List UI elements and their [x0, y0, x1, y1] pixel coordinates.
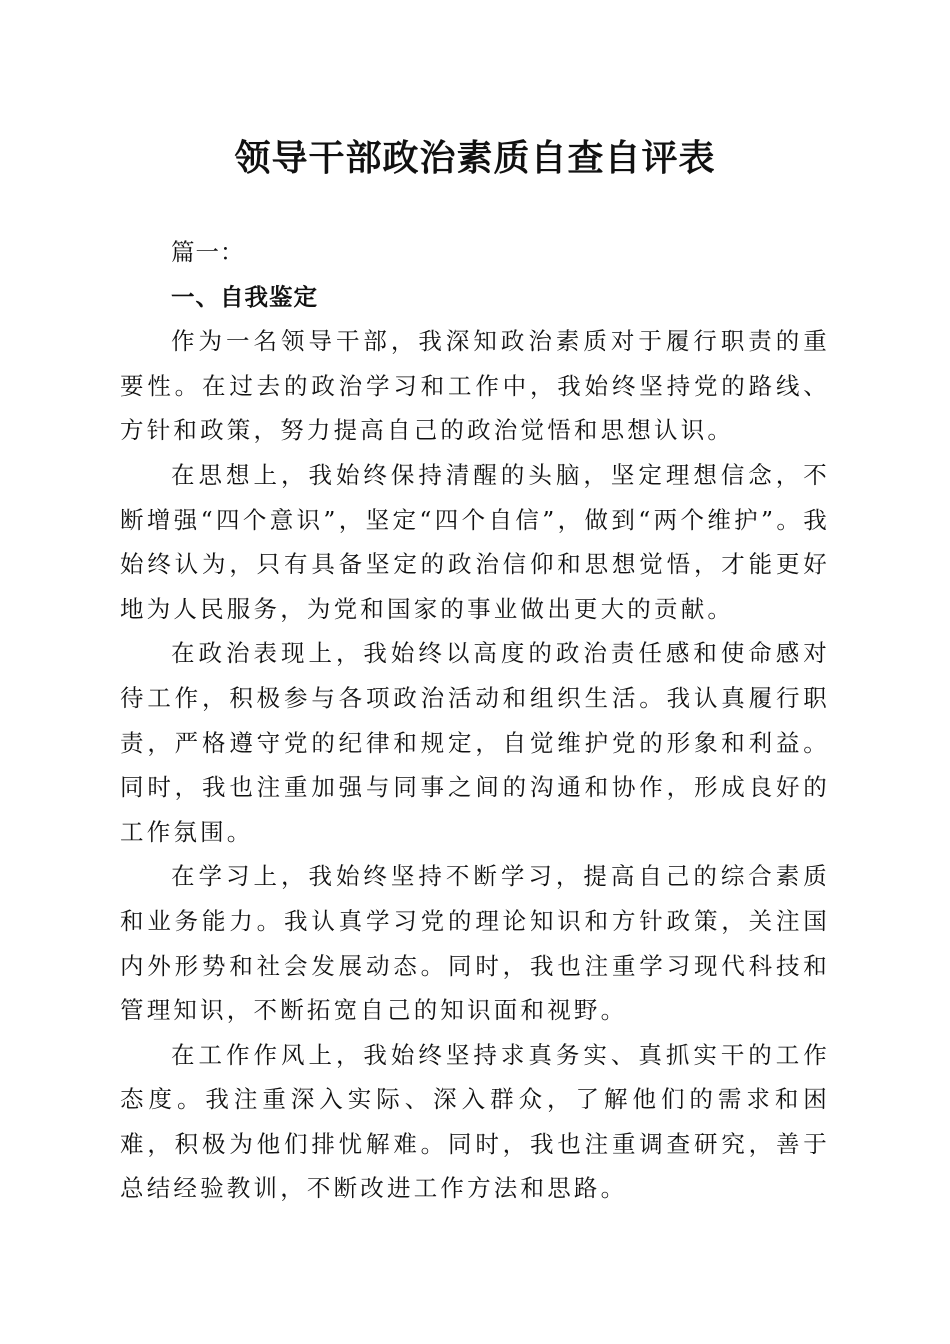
paragraph-1: 作为一名领导干部，我深知政治素质对于履行职责的重要性。在过去的政治学习和工作中，我始终坚持党的路线、方针和政策，努力提高自己的政治觉悟和思想认识。	[120, 327, 830, 445]
paragraph-3: 在政治表现上，我始终以高度的政治责任感和使命感对待工作，积极参与各项政治活动和组织生活。我认真履行职责，严格遵守党的纪律和规定，自觉维护党的形象和利益。同时，我也注重加强与同事之间的沟通和协作，形成良好的工作氛围。	[120, 639, 830, 846]
part-label: 篇一：	[171, 238, 245, 266]
document-body	[120, 230, 830, 1211]
paragraph-2: 在思想上，我始终保持清醒的头脑，坚定理想信念，不断增强“四个意识”，坚定“四个自信”，做到“两个维护”。我始终认为，只有具备坚定的政治信仰和思想觉悟，才能更好地为人民服务，为党和国家的事业做出更大的贡献。	[120, 460, 830, 623]
section-heading: 一、自我鉴定	[171, 282, 318, 311]
paragraph-4: 在学习上，我始终坚持不断学习，提高自己的综合素质和业务能力。我认真学习党的理论知识和方针政策，关注国内外形势和社会发展动态。同时，我也注重学习现代科技和管理知识，不断拓宽自己的知识面和视野。	[120, 862, 830, 1025]
document-title: 领导干部政治素质自查自评表	[234, 137, 716, 179]
paragraph-5: 在工作作风上，我始终坚持求真务实、真抓实干的工作态度。我注重深入实际、深入群众，了解他们的需求和困难，积极为他们排忧解难。同时，我也注重调查研究，善于总结经验教训，不断改进工作方法和思路。	[120, 1040, 830, 1203]
